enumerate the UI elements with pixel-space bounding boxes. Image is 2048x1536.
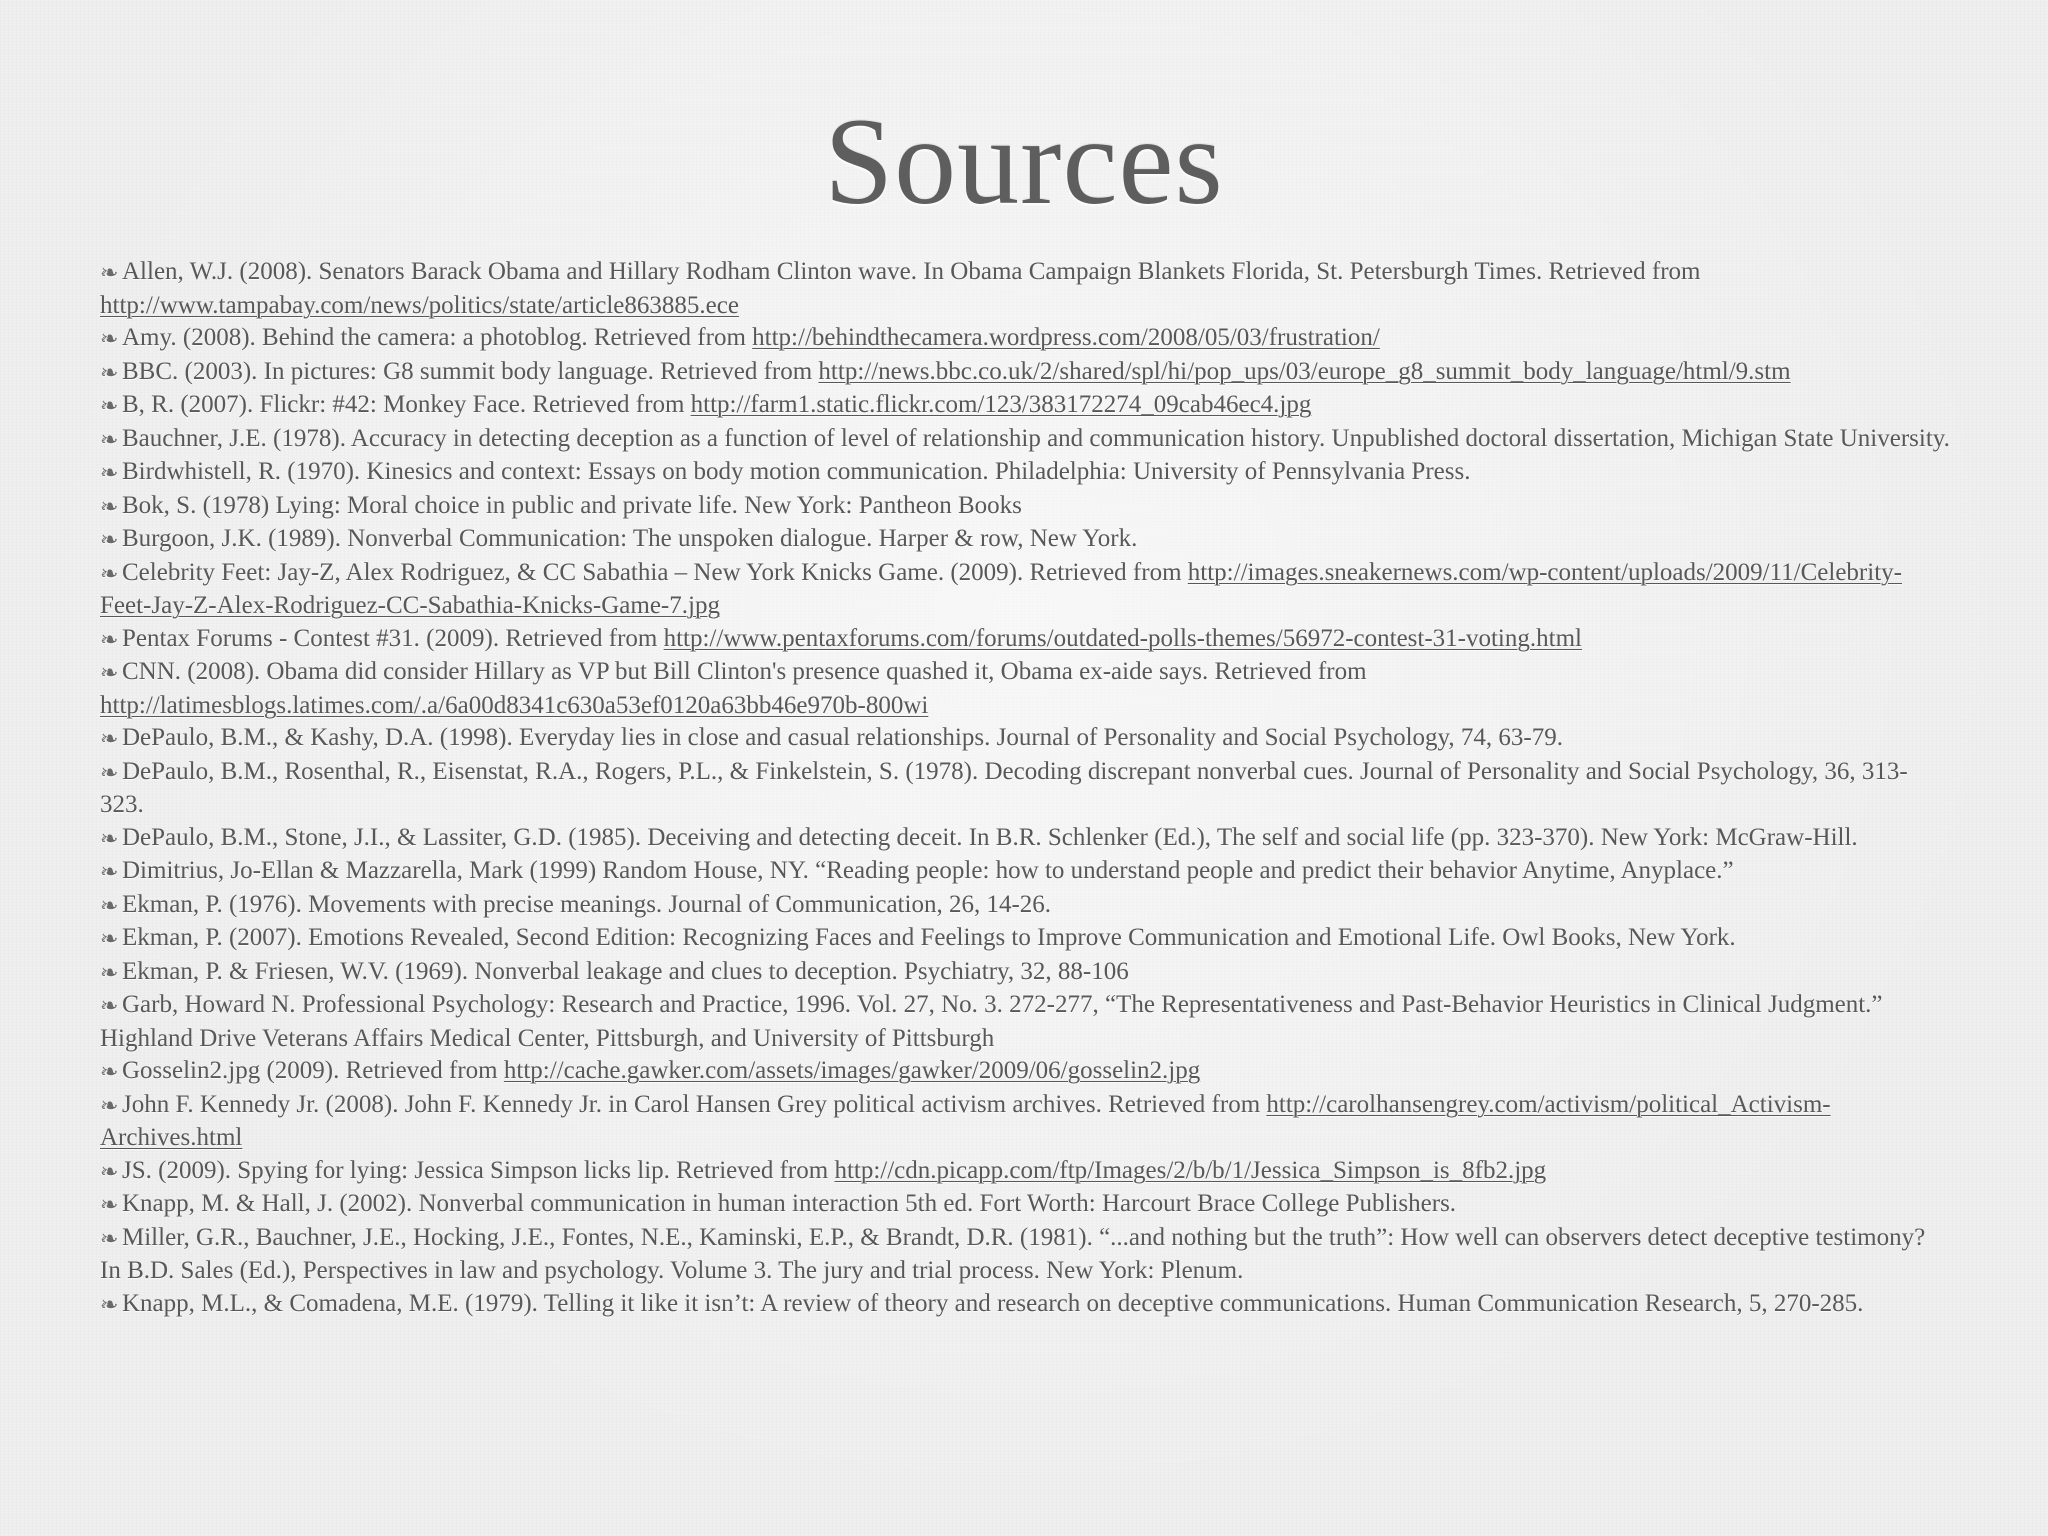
- reference-link[interactable]: http://www.pentaxforums.com/forums/outdated-polls-themes/56972-contest-31-voting.html: [663, 624, 1582, 652]
- reference-text: Burgoon, J.K. (1989). Nonverbal Communication: The unspoken dialogue. Harper & row, New York.: [122, 525, 1138, 552]
- fleuron-bullet-icon: ❧: [100, 260, 119, 285]
- fleuron-bullet-icon: ❧: [100, 959, 119, 985]
- fleuron-bullet-icon: ❧: [100, 892, 119, 918]
- reference-text: Amy. (2008). Behind the camera: a photoblog. Retrieved from: [122, 324, 753, 351]
- fleuron-bullet-icon: ❧: [100, 825, 119, 851]
- reference-text: Celebrity Feet: Jay-Z, Alex Rodriguez, & CC Sabathia – New York Knicks Game. (2009). Retrieved from: [122, 558, 1188, 586]
- reference-link[interactable]: http://behindthecamera.wordpress.com/2008/05/03/frustration/: [752, 324, 1380, 351]
- reference-item: [100, 956, 1950, 990]
- reference-item: [100, 557, 1950, 623]
- reference-item: [100, 822, 1950, 856]
- fleuron-bullet-icon: ❧: [100, 1291, 119, 1317]
- reference-text: DePaulo, B.M., & Kashy, D.A. (1998). Everyday lies in close and casual relationships. Journal of Personality and Social Psychology, 74, 63-79.: [122, 724, 1563, 751]
- reference-item: [100, 1089, 1950, 1155]
- fleuron-bullet-icon: ❧: [100, 460, 119, 485]
- fleuron-bullet-icon: ❧: [100, 1192, 119, 1217]
- reference-item: [100, 656, 1950, 722]
- fleuron-bullet-icon: ❧: [100, 359, 119, 385]
- reference-item: [100, 356, 1950, 390]
- fleuron-bullet-icon: ❧: [100, 926, 119, 951]
- reference-text: BBC. (2003). In pictures: G8 summit body language. Retrieved from: [122, 357, 819, 385]
- reference-text: Ekman, P. & Friesen, W.V. (1969). Nonverbal leakage and clues to deception. Psychiatry, 32, 88-106: [122, 957, 1129, 985]
- fleuron-bullet-icon: ❧: [100, 393, 119, 418]
- reference-text: B, R. (2007). Flickr: #42: Monkey Face. Retrieved from: [122, 391, 691, 418]
- reference-item: [100, 1155, 1950, 1189]
- reference-item: [100, 623, 1950, 657]
- reference-item: [100, 989, 1950, 1055]
- reference-text: Dimitrius, Jo-Ellan & Mazzarella, Mark (1999) Random House, NY. “Reading people: how to understand people and predict their behavior Anytime, Anyplace.”: [122, 857, 1734, 884]
- fleuron-bullet-icon: ❧: [100, 1158, 119, 1184]
- fleuron-bullet-icon: ❧: [100, 759, 119, 785]
- fleuron-bullet-icon: ❧: [100, 993, 119, 1018]
- reference-text: Bauchner, J.E. (1978). Accuracy in detecting deception as a function of level of relationship and communication history. Unpublished doctoral dissertation, Michigan State University.: [122, 424, 1950, 452]
- fleuron-bullet-icon: ❧: [100, 1059, 119, 1084]
- reference-text: DePaulo, B.M., Stone, J.I., & Lassiter, G.D. (1985). Deceiving and detecting deceit. In B.R. Schlenker (Ed.), The self and social life (pp. 323-370). New York: McGraw-Hill.: [122, 823, 1858, 851]
- reference-item: [100, 889, 1950, 923]
- reference-item: [100, 456, 1950, 490]
- fleuron-bullet-icon: ❧: [100, 859, 119, 884]
- fleuron-bullet-icon: ❧: [100, 626, 119, 652]
- reference-text: Ekman, P. (1976). Movements with precise meanings. Journal of Communication, 26, 14-26.: [122, 890, 1052, 918]
- reference-link[interactable]: http://www.tampabay.com/news/politics/state/article863885.ece: [100, 291, 739, 319]
- reference-item: [100, 490, 1950, 524]
- reference-item: [100, 1222, 1950, 1288]
- reference-text: Knapp, M.L., & Comadena, M.E. (1979). Telling it like it isn’t: A review of theory and research on deceptive communications. Human Communication Research, 5, 270-285.: [122, 1289, 1864, 1317]
- reference-item: [100, 423, 1950, 457]
- fleuron-bullet-icon: ❧: [100, 1092, 119, 1118]
- fleuron-bullet-icon: ❧: [100, 426, 119, 452]
- reference-link[interactable]: http://cdn.picapp.com/ftp/Images/2/b/b/1/Jessica_Simpson_is_8fb2.jpg: [834, 1156, 1547, 1184]
- fleuron-bullet-icon: ❧: [100, 560, 119, 586]
- reference-text: Allen, W.J. (2008). Senators Barack Obama and Hillary Rodham Clinton wave. In Obama Campaign Blankets Florida, St. Petersburgh Times. Retrieved from: [122, 258, 1701, 285]
- reference-item: [100, 256, 1950, 322]
- reference-item: [100, 1055, 1950, 1089]
- reference-item: [100, 922, 1950, 956]
- fleuron-bullet-icon: ❧: [100, 493, 119, 519]
- fleuron-bullet-icon: ❧: [100, 326, 119, 351]
- reference-item: [100, 322, 1950, 356]
- fleuron-bullet-icon: ❧: [100, 527, 119, 552]
- reference-text: Ekman, P. (2007). Emotions Revealed, Second Edition: Recognizing Faces and Feelings to Improve Communication and Emotional Life. Owl Books, New York.: [122, 924, 1736, 951]
- reference-item: [100, 389, 1950, 423]
- reference-text: Pentax Forums - Contest #31. (2009). Retrieved from: [122, 624, 664, 652]
- reference-link[interactable]: http://farm1.static.flickr.com/123/383172274_09cab46ec4.jpg: [690, 391, 1312, 418]
- reference-link[interactable]: http://cache.gawker.com/assets/images/gawker/2009/06/gosselin2.jpg: [503, 1057, 1201, 1084]
- reference-item: [100, 722, 1950, 756]
- fleuron-bullet-icon: ❧: [100, 1225, 119, 1251]
- reference-link[interactable]: http://latimesblogs.latimes.com/.a/6a00d8341c630a53ef0120a63bb46e970b-800wi: [100, 691, 929, 719]
- reference-item: [100, 1188, 1950, 1222]
- reference-text: Garb, Howard N. Professional Psychology: Research and Practice, 1996. Vol. 27, No. 3. 272-277, “The Representativeness and Past-Behavior Heuristics in Clinical Judgment.” Highland Drive Veterans Affairs Medical Center, Pittsburgh, and University of Pittsburgh: [100, 991, 1883, 1052]
- reference-text: John F. Kennedy Jr. (2008). John F. Kennedy Jr. in Carol Hansen Grey political activism archives. Retrieved from: [122, 1090, 1267, 1118]
- reference-text: Bok, S. (1978) Lying: Moral choice in public and private life. New York: Pantheon Books: [122, 491, 1022, 519]
- reference-item: [100, 756, 1950, 822]
- reference-text: Miller, G.R., Bauchner, J.E., Hocking, J.E., Fontes, N.E., Kaminski, E.P., & Brandt, D.R. (1981). “...and nothing but the truth”: How well can observers detect deceptive testimony? In B.D. Sales (Ed.), Perspectives in law and psychology. Volume 3. The jury and trial process. New York: Plenum.: [100, 1223, 1926, 1284]
- reference-text: Birdwhistell, R. (1970). Kinesics and context: Essays on body motion communication. Philadelphia: University of Pennsylvania Press.: [122, 458, 1471, 485]
- reference-link[interactable]: http://carolhansengrey.com/activism/political_Activism-Archives.html: [100, 1090, 1831, 1151]
- reference-text: DePaulo, B.M., Rosenthal, R., Eisenstat, R.A., Rogers, P.L., & Finkelstein, S. (1978). Decoding discrepant nonverbal cues. Journal of Personality and Social Psychology, 36, 313-323.: [100, 757, 1908, 818]
- reference-list: [100, 256, 1950, 1321]
- reference-item: [100, 523, 1950, 557]
- reference-text: JS. (2009). Spying for lying: Jessica Simpson licks lip. Retrieved from: [122, 1156, 835, 1184]
- reference-text: CNN. (2008). Obama did consider Hillary as VP but Bill Clinton's presence quashed it, Obama ex-aide says. Retrieved from: [122, 658, 1367, 685]
- reference-text: Knapp, M. & Hall, J. (2002). Nonverbal communication in human interaction 5th ed. Fort Worth: Harcourt Brace College Publishers.: [122, 1190, 1457, 1217]
- slide-title: Sources: [824, 93, 1224, 230]
- reference-item: [100, 1288, 1950, 1322]
- fleuron-bullet-icon: ❧: [100, 660, 119, 685]
- reference-text: Gosselin2.jpg (2009). Retrieved from: [122, 1057, 504, 1084]
- fleuron-bullet-icon: ❧: [100, 726, 119, 751]
- reference-link[interactable]: http://images.sneakernews.com/wp-content/uploads/2009/11/Celebrity-Feet-Jay-Z-Alex-Rodriguez-CC-Sabathia-Knicks-Game-7.jpg: [100, 558, 1902, 619]
- reference-item: [100, 855, 1950, 889]
- reference-link[interactable]: http://news.bbc.co.uk/2/shared/spl/hi/pop_ups/03/europe_g8_summit_body_language/html/9.stm: [818, 357, 1791, 385]
